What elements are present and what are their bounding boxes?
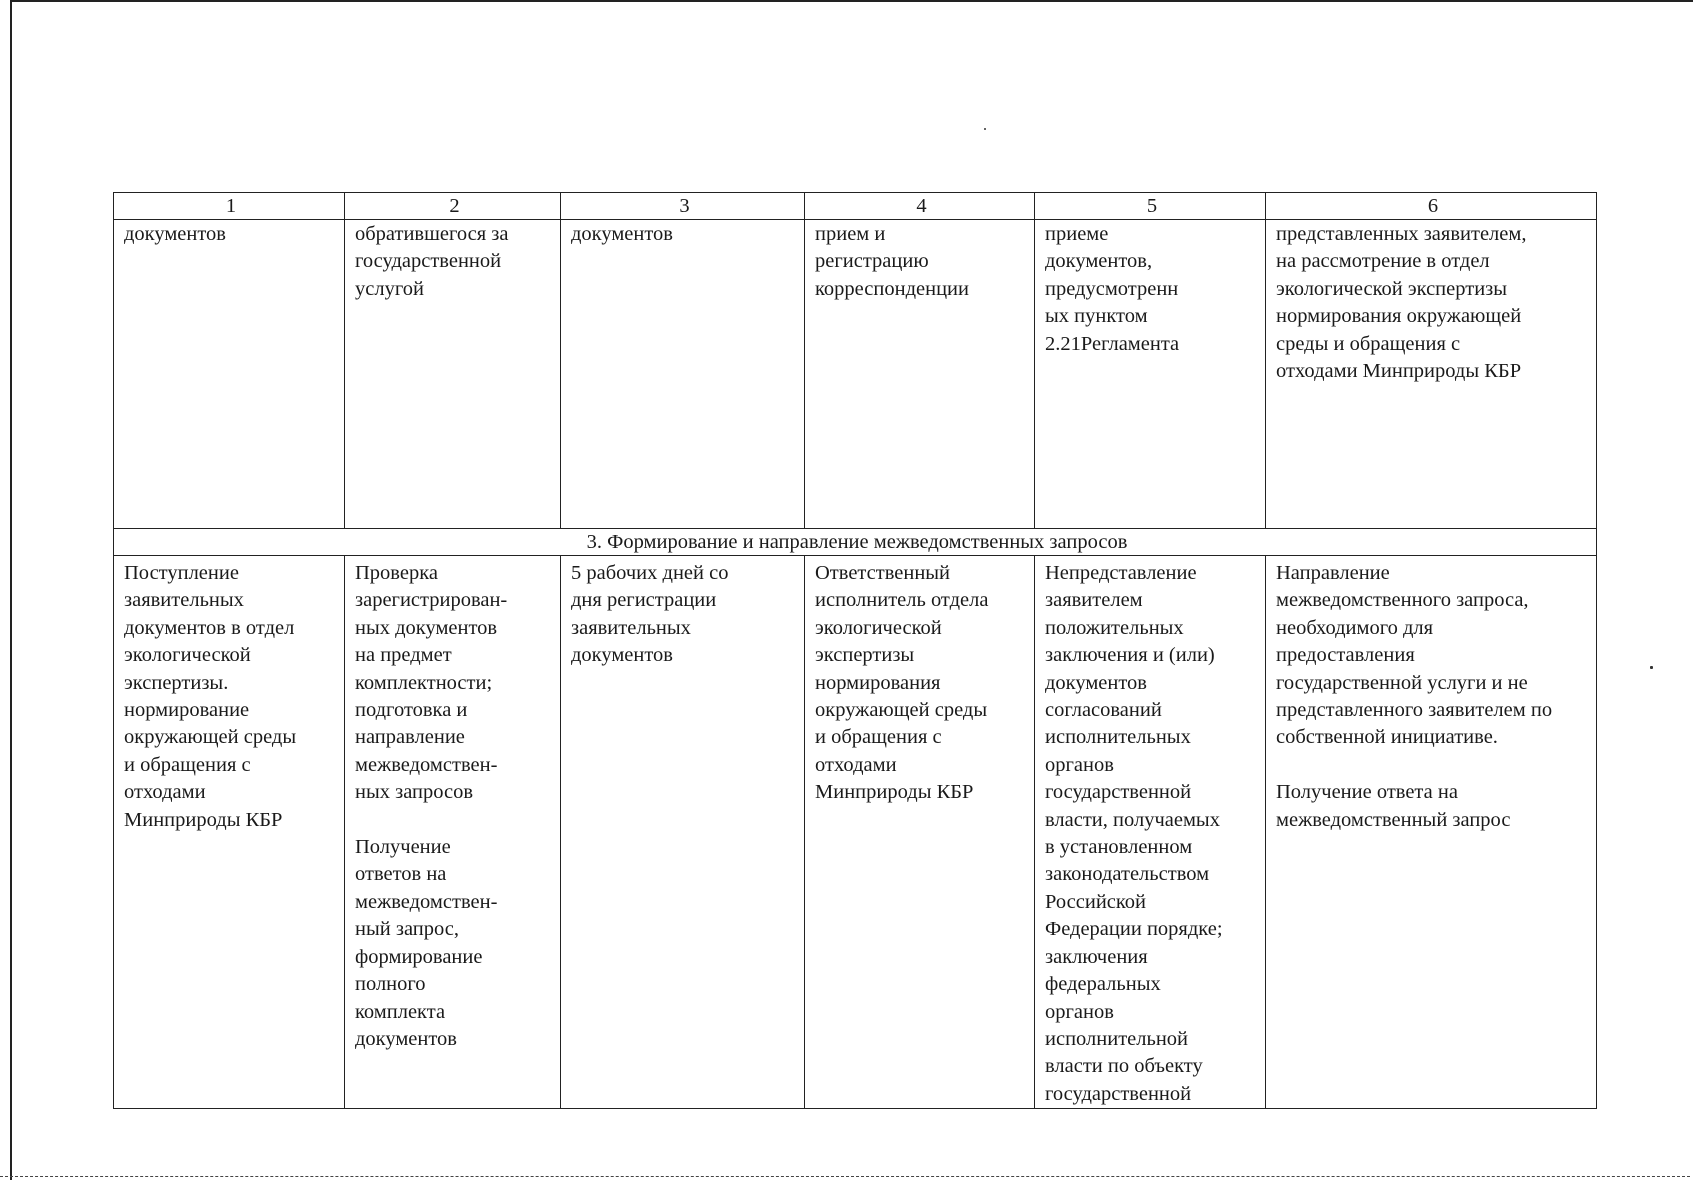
column-number: 2 [345, 193, 561, 220]
scan-speck [1650, 666, 1653, 669]
table-cell: 5 рабочих дней со дня регистрации заявительных документов [561, 556, 805, 1109]
column-number: 4 [805, 193, 1035, 220]
column-number: 6 [1266, 193, 1597, 220]
table-cell: документов [561, 220, 805, 529]
scan-speck [984, 128, 986, 130]
scan-bottom-line [0, 1176, 1690, 1177]
table-cell: Направление межведомственного запроса, необходимого для предоставления государственной услуги и не представленного заявителем по собственной инициативе. Получение ответа на межведомственный запрос [1266, 556, 1597, 1109]
table-cell: Непредставление заявителем положительных заключения и (или) документов согласований исполнительных органов государственной власти, получаемых в установленном законодательством Российской Федерации порядке; заключения федеральных органов исполнительной власти по объекту государственной [1035, 556, 1266, 1109]
scan-border-left [10, 0, 12, 1180]
table-row [114, 220, 1597, 529]
table-cell: Поступление заявительных документов в отдел экологической экспертизы. нормирование окружающей среды и обращения с отходами Минприроды КБР [114, 556, 345, 1109]
column-number: 3 [561, 193, 805, 220]
column-number-row [114, 193, 1597, 220]
column-number: 5 [1035, 193, 1266, 220]
regulation-table [113, 192, 1597, 1109]
table-cell: Ответственный исполнитель отдела экологической экспертизы нормирования окружающей среды и обращения с отходами Минприроды КБР [805, 556, 1035, 1109]
table-cell: Проверка зарегистрирован- ных документов на предмет комплектности; подготовка и направление межведомствен- ных запросов Получение ответов на межведомствен- ный запрос, формирование полного комплекта документов [345, 556, 561, 1109]
section-title: 3. Формирование и направление межведомственных запросов [114, 529, 1597, 556]
section-heading-row [114, 529, 1597, 556]
table-cell: обратившегося за государственной услугой [345, 220, 561, 529]
table-cell: документов [114, 220, 345, 529]
table-row [114, 556, 1597, 1109]
column-number: 1 [114, 193, 345, 220]
table-cell: прием и регистрацию корреспонденции [805, 220, 1035, 529]
table-cell: приеме документов, предусмотренн ых пунктом 2.21Регламента [1035, 220, 1266, 529]
scan-border-top [10, 0, 1693, 2]
table-cell: представленных заявителем, на рассмотрение в отдел экологической экспертизы нормирования окружающей среды и обращения с отходами Минприроды КБР [1266, 220, 1597, 529]
